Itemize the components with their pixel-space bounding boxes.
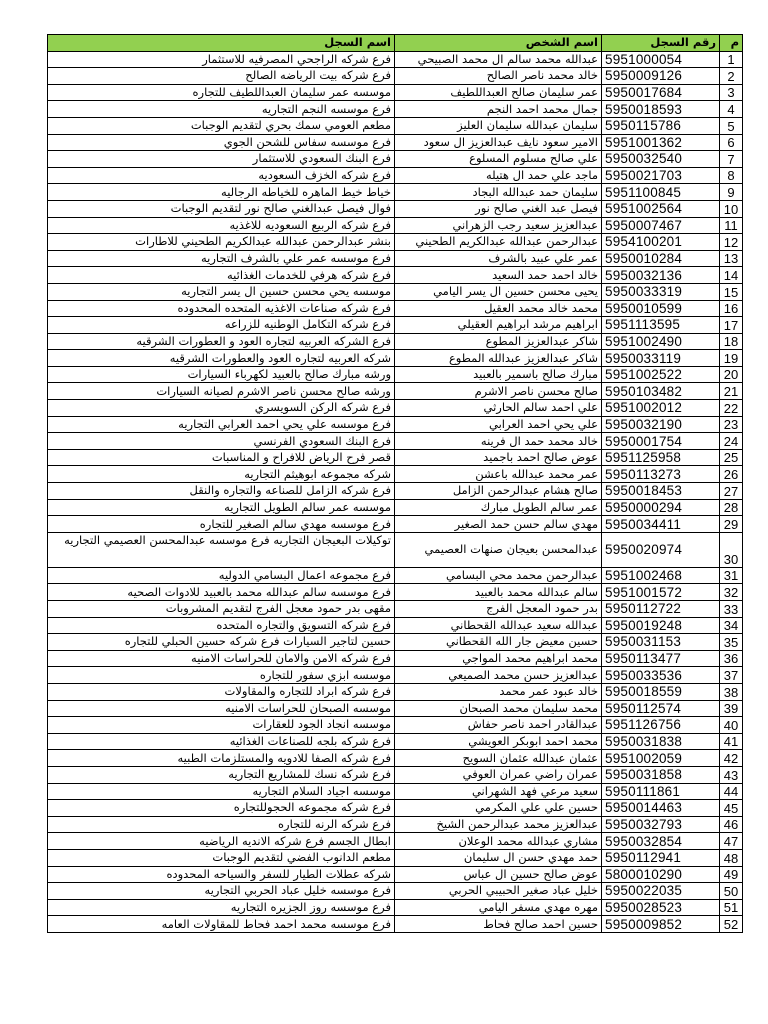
- cell-num: 25: [720, 449, 743, 466]
- cell-person: جمال محمد احمد النجم: [395, 101, 602, 118]
- cell-num: 13: [720, 250, 743, 267]
- cell-name: شركه العربيه لتجاره العود والعطورات الشرقيه: [48, 350, 395, 367]
- cell-person: صالح هشام عبدالرحمن الزامل: [395, 483, 602, 500]
- table-row: [48, 283, 743, 300]
- cell-num: 21: [720, 383, 743, 400]
- cell-reg: 5951002490: [602, 333, 720, 350]
- cell-name: موسسه يحي محسن حسين ال يسر التجاريه: [48, 283, 395, 300]
- cell-reg: 5951100845: [602, 184, 720, 201]
- cell-num: 17: [720, 317, 743, 334]
- cell-name: فرع موسسه عمر علي بالشرف التجاريه: [48, 250, 395, 267]
- cell-reg: 5951000054: [602, 51, 720, 68]
- cell-person: علي احمد سالم الحارثي: [395, 400, 602, 417]
- cell-num: 31: [720, 567, 743, 584]
- cell-num: 6: [720, 134, 743, 151]
- cell-num: 15: [720, 283, 743, 300]
- cell-name: فرع شركه الركن السويسري: [48, 400, 395, 417]
- cell-person: يحيى محسن حسين ال يسر اليامي: [395, 283, 602, 300]
- cell-num: 37: [720, 667, 743, 684]
- cell-reg: 5950033119: [602, 350, 720, 367]
- cell-num: 14: [720, 267, 743, 284]
- cell-reg: 5950001754: [602, 433, 720, 450]
- cell-person: علي يحي احمد العرابي: [395, 416, 602, 433]
- cell-name: فرع شركه صناعات الاغذيه المتحده المحدوده: [48, 300, 395, 317]
- cell-person: خالد محمد ناصر الصالح: [395, 68, 602, 85]
- table-row: [48, 733, 743, 750]
- cell-person: ابراهيم مرشد ابراهيم العقيلي: [395, 317, 602, 334]
- table-row: [48, 466, 743, 483]
- registry-sheet: [47, 34, 742, 933]
- cell-name: فرع شركه الراجحي المصرفيه للاستثمار: [48, 51, 395, 68]
- cell-person: محمد ابراهيم محمد المواجي: [395, 650, 602, 667]
- cell-num: 24: [720, 433, 743, 450]
- cell-num: 52: [720, 916, 743, 933]
- cell-num: 38: [720, 683, 743, 700]
- header-person: اسم الشخص: [395, 35, 602, 52]
- cell-reg: 5950032854: [602, 833, 720, 850]
- cell-num: 5: [720, 117, 743, 134]
- cell-person: خالد عبود عمر محمد: [395, 683, 602, 700]
- cell-name: فرع موسسه علي يحي احمد العرابي التجاريه: [48, 416, 395, 433]
- cell-person: علي صالح مسلوم المسلوع: [395, 151, 602, 168]
- cell-num: 27: [720, 483, 743, 500]
- table-row: [48, 84, 743, 101]
- cell-num: 30: [720, 532, 743, 567]
- header-name: اسم السجل: [48, 35, 395, 52]
- cell-num: 40: [720, 717, 743, 734]
- cell-name: فرع شركه بلجه للصناعات الغذائيه: [48, 733, 395, 750]
- table-row: [48, 800, 743, 817]
- cell-reg: 5950031153: [602, 634, 720, 651]
- cell-name: شركه عطلات الطيار للسفر والسياحه المحدوده: [48, 866, 395, 883]
- cell-reg: 5950034411: [602, 516, 720, 533]
- cell-name: قصر فرح الرياض للافراح و المناسبات: [48, 449, 395, 466]
- table-row: [48, 667, 743, 684]
- cell-name: فرع شركه الامن والامان للحراسات الامنيه: [48, 650, 395, 667]
- cell-person: محمد خالد محمد العقيل: [395, 300, 602, 317]
- header-row: [48, 35, 743, 52]
- cell-person: بدر حمود المعجل الفرج: [395, 601, 602, 618]
- cell-num: 42: [720, 750, 743, 767]
- cell-num: 43: [720, 766, 743, 783]
- cell-name: موسسه اجياد السلام التجاريه: [48, 783, 395, 800]
- table-row: [48, 333, 743, 350]
- cell-person: ماجد علي حمد ال هتيله: [395, 167, 602, 184]
- cell-reg: 5950028523: [602, 899, 720, 916]
- cell-name: فرع موسسه سفاس للشحن الجوي: [48, 134, 395, 151]
- cell-num: 50: [720, 883, 743, 900]
- table-row: [48, 766, 743, 783]
- cell-name: موسسه عمر سليمان العبداللطيف للتجاره: [48, 84, 395, 101]
- cell-name: موسسه عمر سالم الطويل التجاريه: [48, 499, 395, 516]
- cell-name: شركه مجموعه ابوهيثم التجاريه: [48, 466, 395, 483]
- cell-reg: 5950021703: [602, 167, 720, 184]
- table-row: [48, 200, 743, 217]
- cell-num: 45: [720, 800, 743, 817]
- table-row: [48, 700, 743, 717]
- cell-reg: 5950112722: [602, 601, 720, 618]
- registry-table: [47, 34, 743, 933]
- cell-reg: 5951126756: [602, 717, 720, 734]
- table-row: [48, 184, 743, 201]
- cell-num: 3: [720, 84, 743, 101]
- cell-reg: 5950014463: [602, 800, 720, 817]
- table-row: [48, 683, 743, 700]
- cell-num: 28: [720, 499, 743, 516]
- cell-name: فرع البنك السعودي للاستثمار: [48, 151, 395, 168]
- cell-reg: 5950032540: [602, 151, 720, 168]
- table-row: [48, 250, 743, 267]
- cell-num: 19: [720, 350, 743, 367]
- cell-person: الامير سعود نايف عبدالعزيز ال سعود: [395, 134, 602, 151]
- table-row: [48, 849, 743, 866]
- cell-person: عبدالرحمن عبدالله عبدالكريم الطحيني: [395, 234, 602, 251]
- table-row: [48, 584, 743, 601]
- cell-person: سعيد مرعي فهد الشهراني: [395, 783, 602, 800]
- table-row: [48, 68, 743, 85]
- cell-name: فرع موسسه مهدي سالم الصغير للتجاره: [48, 516, 395, 533]
- cell-name: فرع شركه ابراد للتجاره والمقاولات: [48, 683, 395, 700]
- table-body: [48, 51, 743, 932]
- cell-num: 4: [720, 101, 743, 118]
- table-row: [48, 267, 743, 284]
- cell-reg: 5951001572: [602, 584, 720, 601]
- cell-reg: 5951002522: [602, 366, 720, 383]
- cell-reg: 5950112941: [602, 849, 720, 866]
- cell-reg: 5950032793: [602, 816, 720, 833]
- table-row: [48, 816, 743, 833]
- cell-num: 32: [720, 584, 743, 601]
- cell-num: 51: [720, 899, 743, 916]
- cell-reg: 5950033319: [602, 283, 720, 300]
- cell-reg: 5951002012: [602, 400, 720, 417]
- cell-person: سليمان عبدالله سليمان العليز: [395, 117, 602, 134]
- cell-reg: 5950018593: [602, 101, 720, 118]
- cell-num: 36: [720, 650, 743, 667]
- table-row: [48, 383, 743, 400]
- table-row: [48, 916, 743, 933]
- table-row: [48, 101, 743, 118]
- cell-num: 23: [720, 416, 743, 433]
- table-row: [48, 899, 743, 916]
- cell-name: ورشه صالح محسن ناصر الاشرم لصيانه السيارات: [48, 383, 395, 400]
- table-row: [48, 51, 743, 68]
- table-row: [48, 416, 743, 433]
- cell-reg: 5950010599: [602, 300, 720, 317]
- table-row: [48, 300, 743, 317]
- cell-name: خياط خيط الماهره للخياطه الرجاليه: [48, 184, 395, 201]
- table-row: [48, 601, 743, 618]
- cell-num: 10: [720, 200, 743, 217]
- cell-num: 16: [720, 300, 743, 317]
- cell-reg: 5950103482: [602, 383, 720, 400]
- cell-name: فرع شركه مجموعه الحجوللتجاره: [48, 800, 395, 817]
- cell-reg: 5950000294: [602, 499, 720, 516]
- cell-reg: 5951113595: [602, 317, 720, 334]
- table-row: [48, 350, 743, 367]
- cell-reg: 5950111861: [602, 783, 720, 800]
- cell-reg: 5954100201: [602, 234, 720, 251]
- cell-reg: 5950031858: [602, 766, 720, 783]
- cell-num: 22: [720, 400, 743, 417]
- cell-num: 1: [720, 51, 743, 68]
- table-row: [48, 833, 743, 850]
- table-row: [48, 717, 743, 734]
- cell-reg: 5950010284: [602, 250, 720, 267]
- cell-person: عبدالعزيز محمد عبدالرحمن الشيخ: [395, 816, 602, 833]
- cell-name: مطعم العومي سمك بحري لتقديم الوجبات: [48, 117, 395, 134]
- table-row: [48, 617, 743, 634]
- cell-name: فرع مجموعه اعمال البسامي الدوليه: [48, 567, 395, 584]
- cell-name: فرع شركه الصفا للادويه والمستلزمات الطبيه: [48, 750, 395, 767]
- cell-person: عبدالعزيز حسن محمد الصميعي: [395, 667, 602, 684]
- cell-reg: 5950113477: [602, 650, 720, 667]
- cell-reg: 5950022035: [602, 883, 720, 900]
- cell-num: 11: [720, 217, 743, 234]
- cell-name: فرع شركه الزامل للصناعه والتجاره والنقل: [48, 483, 395, 500]
- cell-num: 44: [720, 783, 743, 800]
- cell-person: شاكر عبدالعزيز المطوع: [395, 333, 602, 350]
- table-row: [48, 866, 743, 883]
- header-num: م: [720, 35, 743, 52]
- cell-reg: 5800010290: [602, 866, 720, 883]
- table-row: [48, 567, 743, 584]
- cell-reg: 5951002468: [602, 567, 720, 584]
- cell-name: موسسه ابزي سفور للتجاره: [48, 667, 395, 684]
- cell-name: فرع البنك السعودي الفرنسي: [48, 433, 395, 450]
- cell-person: عمر محمد عبدالله باعشن: [395, 466, 602, 483]
- cell-person: مشاري عبدالله محمد الوعلان: [395, 833, 602, 850]
- cell-name: فرع موسسه محمد احمد فحاط للمقاولات العامه: [48, 916, 395, 933]
- cell-name: بنشر عبدالرحمن عبدالله عبدالكريم الطحيني للاطارات: [48, 234, 395, 251]
- table-row: [48, 117, 743, 134]
- cell-reg: 5950018453: [602, 483, 720, 500]
- cell-name: فرع شركه التسويق والتجاره المتحده: [48, 617, 395, 634]
- cell-reg: 5950019248: [602, 617, 720, 634]
- cell-reg: 5951002059: [602, 750, 720, 767]
- cell-reg: 5950112574: [602, 700, 720, 717]
- cell-reg: 5950033536: [602, 667, 720, 684]
- cell-reg: 5950018559: [602, 683, 720, 700]
- cell-person: عمران راضي عمران العوفي: [395, 766, 602, 783]
- cell-name: فرع شركه الربيع السعوديه للاغذيه: [48, 217, 395, 234]
- cell-person: شاكر عبدالعزيز عبدالله المطوع: [395, 350, 602, 367]
- cell-person: مهدي سالم حسن حمد الصغير: [395, 516, 602, 533]
- table-row: [48, 317, 743, 334]
- cell-num: 8: [720, 167, 743, 184]
- cell-num: 7: [720, 151, 743, 168]
- cell-name: فرع شركه الرنه للتجاره: [48, 816, 395, 833]
- cell-num: 49: [720, 866, 743, 883]
- cell-num: 46: [720, 816, 743, 833]
- cell-person: عبدالمحسن بعيجان صنهات العصيمي: [395, 532, 602, 567]
- table-row: [48, 433, 743, 450]
- cell-name: فرع موسسه سالم عبدالله محمد بالعبيد للادوات الصحيه: [48, 584, 395, 601]
- cell-name: فرع شركه بيت الرياضه الصالح: [48, 68, 395, 85]
- cell-name: فرع شركه الخزف السعوديه: [48, 167, 395, 184]
- cell-person: سليمان حمد عبدالله البجاد: [395, 184, 602, 201]
- cell-person: مهره مهدي مسفر اليامي: [395, 899, 602, 916]
- cell-person: عبدالرحمن محمد محي البسامي: [395, 567, 602, 584]
- table-row: [48, 516, 743, 533]
- cell-name: ابطال الجسم فرع شركه الانديه الرياضيه: [48, 833, 395, 850]
- cell-person: عبدالله محمد سالم ال محمد الصبيحي: [395, 51, 602, 68]
- cell-num: 48: [720, 849, 743, 866]
- cell-reg: 5951125958: [602, 449, 720, 466]
- cell-person: حسين احمد صالح فحاط: [395, 916, 602, 933]
- cell-name: موسسه الصبحان للحراسات الامنيه: [48, 700, 395, 717]
- cell-name: حسين لتاجير السيارات فرع شركه حسين الحبلي للتجاره: [48, 634, 395, 651]
- cell-reg: 5950009852: [602, 916, 720, 933]
- table-row: [48, 167, 743, 184]
- cell-reg: 5950017684: [602, 84, 720, 101]
- table-row: [48, 449, 743, 466]
- cell-reg: 5950031838: [602, 733, 720, 750]
- cell-person: عمر سالم الطويل مبارك: [395, 499, 602, 516]
- cell-num: 18: [720, 333, 743, 350]
- cell-name: فرع شركه نسك للمشاريع التجاريه: [48, 766, 395, 783]
- cell-person: خليل عباد صغير الحبيبي الحربي: [395, 883, 602, 900]
- cell-person: عوض صالح احمد باجميد: [395, 449, 602, 466]
- cell-num: 12: [720, 234, 743, 251]
- cell-reg: 5951002564: [602, 200, 720, 217]
- cell-person: عبدالعزيز سعيد رجب الزهراني: [395, 217, 602, 234]
- cell-name: مقهى بدر حمود معجل الفرج لتقديم المشروبات: [48, 601, 395, 618]
- cell-person: صالح محسن ناصر الاشرم: [395, 383, 602, 400]
- cell-num: 2: [720, 68, 743, 85]
- cell-person: خالد احمد حمد السعيد: [395, 267, 602, 284]
- table-row: [48, 483, 743, 500]
- cell-person: عبدالقادر احمد ناصر حفاش: [395, 717, 602, 734]
- table-row: [48, 134, 743, 151]
- cell-name: مطعم الدانوب الفضي لتقديم الوجبات: [48, 849, 395, 866]
- table-row: [48, 750, 743, 767]
- cell-reg: 5950113273: [602, 466, 720, 483]
- cell-person: حسين معيض جار الله القحطاني: [395, 634, 602, 651]
- cell-name: موسسه انجاد الجود للعقارات: [48, 717, 395, 734]
- cell-name: توكيلات البعيجان التجاريه فرع موسسه عبدالمحسن العصيمي التجاريه: [48, 532, 395, 567]
- cell-name: فرع الشركه العربيه لتجاره العود و العطورات الشرقيه: [48, 333, 395, 350]
- cell-num: 47: [720, 833, 743, 850]
- cell-person: محمد احمد ابوبكر العويشي: [395, 733, 602, 750]
- table-row: [48, 650, 743, 667]
- cell-num: 34: [720, 617, 743, 634]
- cell-person: عمر علي عبيد بالشرف: [395, 250, 602, 267]
- cell-person: مبارك صالح باسمير بالعبيد: [395, 366, 602, 383]
- cell-person: عوض صالح حسين ال عباس: [395, 866, 602, 883]
- cell-reg: 5950009126: [602, 68, 720, 85]
- cell-name: فوال فيصل عبدالغني صالح نور لتقديم الوجبات: [48, 200, 395, 217]
- header-reg: رقم السجل: [602, 35, 720, 52]
- cell-num: 20: [720, 366, 743, 383]
- cell-num: 26: [720, 466, 743, 483]
- table-row: [48, 634, 743, 651]
- cell-person: عثمان عبدالله عثمان السويح: [395, 750, 602, 767]
- cell-person: محمد سليمان محمد الصبحان: [395, 700, 602, 717]
- table-row: [48, 234, 743, 251]
- cell-name: فرع شركه التكامل الوطنيه للزراعه: [48, 317, 395, 334]
- cell-person: فيصل عبد الغني صالح نور: [395, 200, 602, 217]
- cell-person: حسين علي علي المكرمي: [395, 800, 602, 817]
- table-row: [48, 883, 743, 900]
- cell-name: فرع موسسه روز الجزيره التجاريه: [48, 899, 395, 916]
- cell-name: فرع موسسه خليل عباد الحربي التجاريه: [48, 883, 395, 900]
- cell-num: 9: [720, 184, 743, 201]
- cell-person: حمد مهدي حسن ال سليمان: [395, 849, 602, 866]
- cell-num: 35: [720, 634, 743, 651]
- table-row: [48, 217, 743, 234]
- cell-num: 41: [720, 733, 743, 750]
- cell-person: عبدالله سعيد عبدالله القحطاني: [395, 617, 602, 634]
- table-row: [48, 783, 743, 800]
- cell-name: فرع موسسه النجم التجاريه: [48, 101, 395, 118]
- table-row: [48, 499, 743, 516]
- cell-person: خالد محمد حمد ال فرينه: [395, 433, 602, 450]
- table-row: [48, 151, 743, 168]
- table-row: [48, 400, 743, 417]
- cell-num: 39: [720, 700, 743, 717]
- cell-reg: 5950032136: [602, 267, 720, 284]
- cell-num: 29: [720, 516, 743, 533]
- cell-person: سالم عبدالله محمد بالعبيد: [395, 584, 602, 601]
- cell-reg: 5950115786: [602, 117, 720, 134]
- table-row: [48, 366, 743, 383]
- cell-reg: 5950020974: [602, 532, 720, 567]
- cell-name: فرع شركه هرفي للخدمات الغذائيه: [48, 267, 395, 284]
- table-row: [48, 532, 743, 567]
- cell-num: 33: [720, 601, 743, 618]
- cell-person: عمر سليمان صالح العبداللطيف: [395, 84, 602, 101]
- cell-reg: 5950032190: [602, 416, 720, 433]
- cell-reg: 5951001362: [602, 134, 720, 151]
- cell-reg: 5950007467: [602, 217, 720, 234]
- cell-name: ورشه مبارك صالح بالعبيد لكهرباء السيارات: [48, 366, 395, 383]
